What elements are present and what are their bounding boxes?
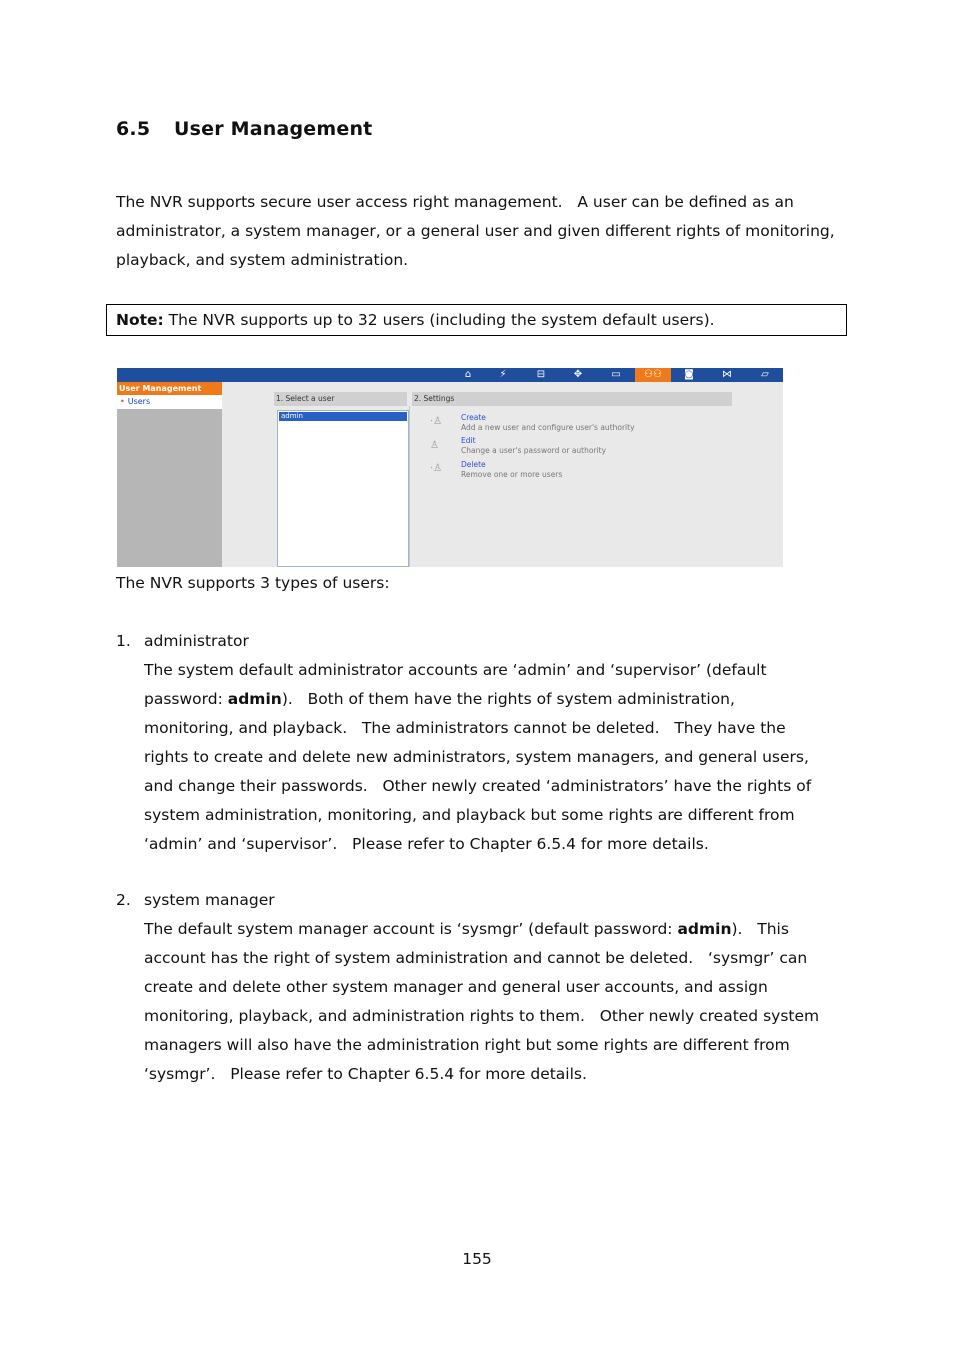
note-box (106, 304, 847, 336)
types-intro: The NVR supports 3 types of users: (116, 574, 390, 592)
delete-link[interactable]: Delete (461, 460, 486, 469)
list-line-part: The default system manager account is ‘sysmgr’ (default password: (144, 920, 678, 938)
settings-icon[interactable]: ✥ (573, 369, 583, 380)
network-icon[interactable]: ⚡ (499, 369, 507, 380)
settings-header: 2. Settings (412, 392, 732, 406)
list-number: 1. (116, 632, 131, 650)
list-line: monitoring, and playback. The administrators cannot be deleted. They have the (144, 719, 786, 737)
sidebar-title: User Management (117, 382, 222, 395)
password-bold: admin (227, 690, 282, 708)
list-item-title: system manager (144, 891, 275, 909)
event-icon[interactable]: ⋈ (722, 369, 732, 380)
edit-desc: Change a user's password or authority (461, 446, 607, 455)
section-title: User Management (174, 118, 373, 140)
intro-line: administrator, a system manager, or a general user and given different rights of monitoring, (116, 222, 835, 240)
list-line-part: ). This (731, 920, 789, 938)
list-item-administrator (144, 627, 849, 859)
create-link[interactable]: Create (461, 413, 486, 422)
password-bold: admin (677, 920, 732, 938)
user-list-item-admin[interactable]: admin (279, 412, 407, 421)
page-number: 155 (462, 1250, 492, 1268)
list-line: ‘sysmgr’. Please refer to Chapter 6.5.4 for more details. (144, 1065, 587, 1083)
delete-desc: Remove one or more users (461, 470, 563, 479)
delete-user-icon: ⋅♙ (430, 463, 443, 474)
storage-icon[interactable]: ▭ (611, 369, 621, 380)
create-desc: Add a new user and configure user's authority (461, 423, 635, 432)
setting-delete (461, 460, 562, 480)
setting-edit (461, 436, 606, 456)
toolbar (117, 368, 783, 382)
list-line-part: password: (144, 690, 228, 708)
sidebar-item-users[interactable] (117, 395, 222, 409)
edit-link[interactable]: Edit (461, 436, 476, 445)
bullet-icon: • (120, 397, 125, 406)
column-divider (409, 406, 410, 567)
camera-icon[interactable]: ◙ (684, 369, 694, 380)
list-line: monitoring, playback, and administration rights to them. Other newly created system (144, 1007, 820, 1025)
home-icon[interactable]: ⌂ (464, 369, 472, 380)
create-user-icon: ⋅♙ (430, 416, 443, 427)
list-number: 2. (116, 891, 131, 909)
list-line: create and delete other system manager and general user accounts, and assign (144, 978, 768, 996)
sidebar (117, 382, 222, 567)
list-line: The system default administrator accounts are ‘admin’ and ‘supervisor’ (default (144, 661, 767, 679)
section-number: 6.5 (116, 118, 151, 140)
list-line (144, 685, 849, 714)
users-icon[interactable]: ⚇⚇ (644, 369, 662, 380)
user-list[interactable] (277, 410, 409, 567)
list-line: and change their passwords. Other newly created ‘administrators’ have the rights of (144, 777, 812, 795)
select-user-header: 1. Select a user (274, 392, 407, 406)
intro-line: The NVR supports secure user access right management. A user can be defined as an (116, 193, 794, 211)
list-line: ‘admin’ and ‘supervisor’. Please refer to Chapter 6.5.4 for more details. (144, 835, 709, 853)
note-label: Note: (116, 311, 164, 329)
list-item-system-manager (144, 886, 849, 1089)
edit-user-icon: ♙ (430, 440, 439, 451)
list-line: system administration, monitoring, and playback but some rights are different from (144, 806, 795, 824)
sidebar-item-label: Users (127, 397, 151, 406)
intro-paragraph (116, 188, 856, 275)
list-line: managers will also have the administration right but some rights are different from (144, 1036, 790, 1054)
list-line: rights to create and delete new administrators, system managers, and general users, (144, 748, 809, 766)
list-item-title: administrator (144, 632, 249, 650)
list-line (144, 915, 849, 944)
device-icon[interactable]: ⊟ (536, 369, 546, 380)
section-heading (116, 118, 372, 140)
user-management-screenshot (117, 368, 783, 567)
list-line-part: ). Both of them have the rights of system administration, (281, 690, 735, 708)
note-text: The NVR supports up to 32 users (including the system default users). (163, 311, 715, 329)
intro-line: playback, and system administration. (116, 251, 409, 269)
setting-create (461, 413, 635, 433)
display-icon[interactable]: ▱ (761, 369, 769, 380)
list-line: account has the right of system administration and cannot be deleted. ‘sysmgr’ can (144, 949, 808, 967)
